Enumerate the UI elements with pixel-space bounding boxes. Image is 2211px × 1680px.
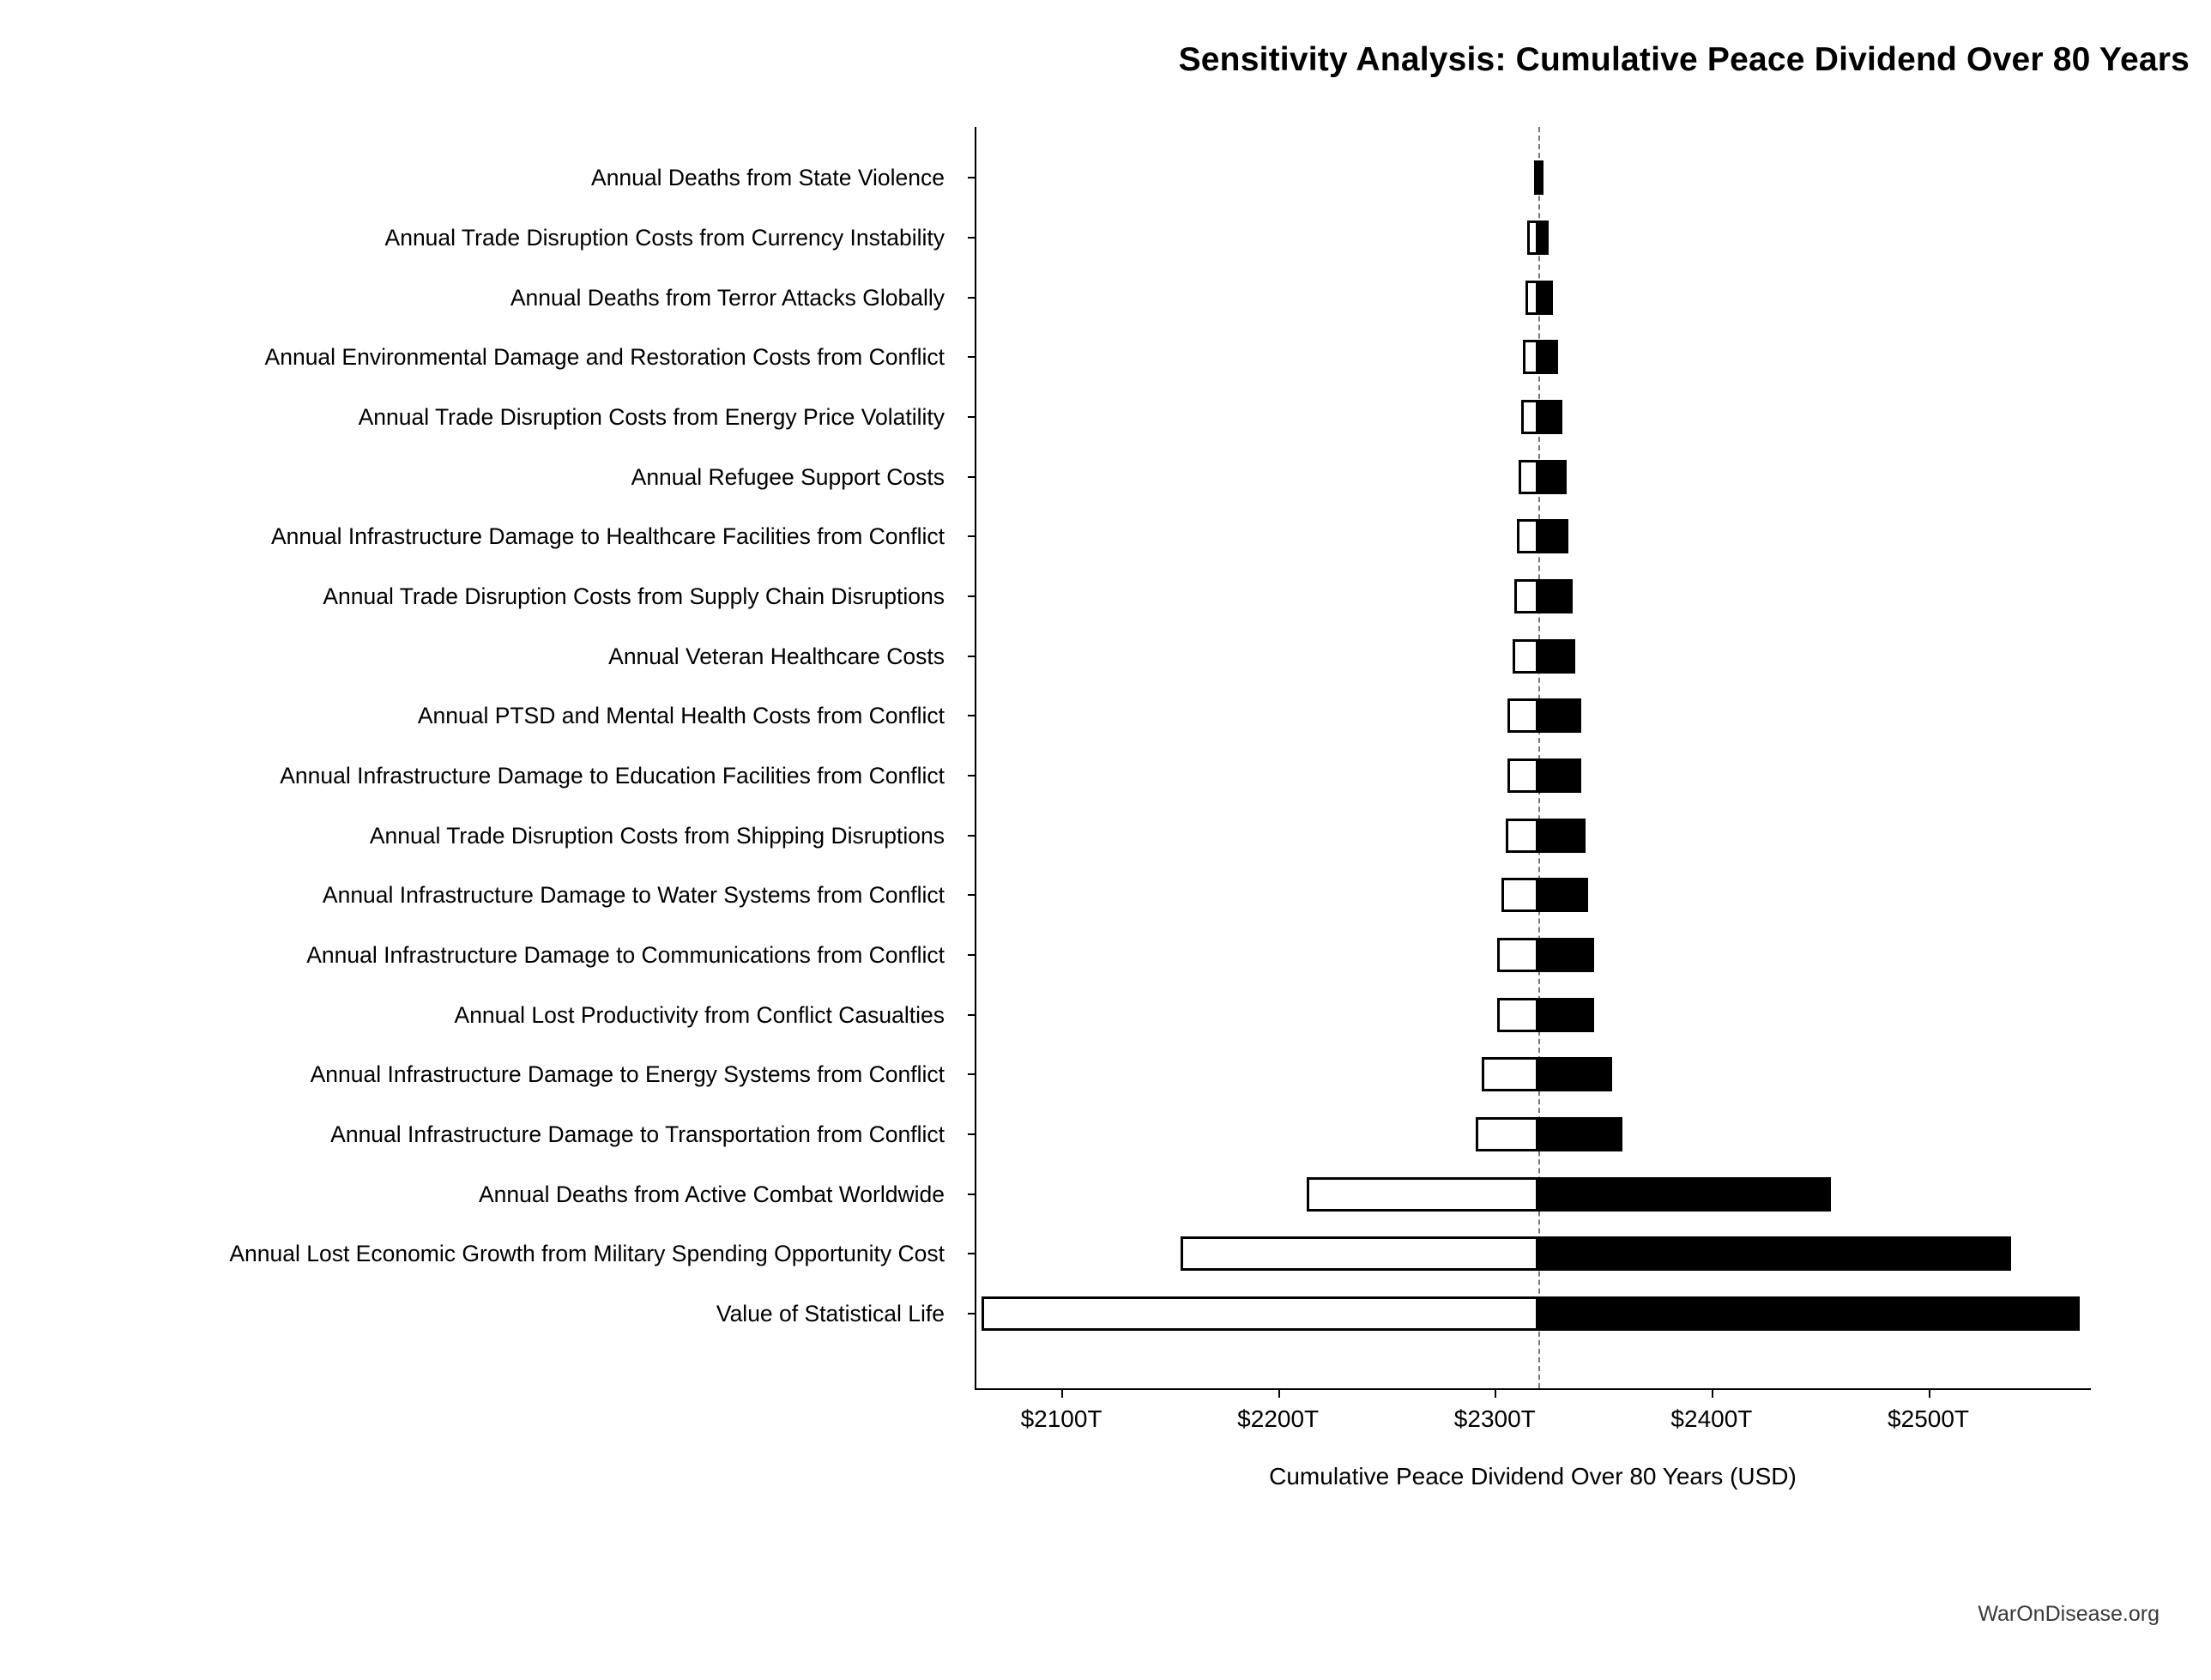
bar-high-estimate [1538,819,1586,853]
x-axis-tick-label: $2400T [1670,1405,1753,1432]
x-axis-tick-mark [1061,1388,1063,1398]
y-axis-tick-mark [968,595,976,597]
y-axis-tick-label: Value of Statistical Life [716,1300,945,1326]
y-axis-tick-label: Annual Deaths from State Violence [591,165,945,191]
y-axis-tick-label: Annual Veteran Healthcare Costs [608,643,945,669]
bar-low-estimate [982,1296,1538,1331]
x-axis-tick-mark [1929,1388,1930,1398]
chart-row [0,1167,2196,1222]
chart-row [0,867,2196,922]
y-axis-tick-label: Annual Lost Economic Growth from Military Spending Opportunity Cost [229,1241,945,1267]
bar-low-estimate [1307,1177,1538,1212]
bar-high-estimate [1538,519,1568,553]
chart-row [0,390,2196,444]
bar-low-estimate [1517,519,1538,553]
y-axis-tick-mark [968,1073,976,1075]
y-axis-tick-label: Annual Refugee Support Costs [631,463,945,490]
bar-high-estimate [1538,160,1543,195]
y-axis-tick-label: Annual Infrastructure Damage to Healthcare Facilities from Conflict [270,523,945,550]
bar-low-estimate [1501,878,1538,912]
chart-row [0,150,2196,205]
y-axis-tick-label: Annual Trade Disruption Costs from Energy Price Volatility [358,403,945,430]
bar-low-estimate [1513,639,1538,674]
y-axis-tick-label: Annual Infrastructure Damage to Energy Systems from Conflict [310,1061,945,1088]
x-axis-tick-label: $2500T [1888,1405,1970,1432]
x-axis-label: Cumulative Peace Dividend Over 80 Years (USD) [1269,1463,1797,1490]
bar-high-estimate [1538,281,1554,315]
y-axis-tick-mark [968,715,976,716]
bar-high-estimate [1538,698,1582,733]
y-axis-tick-mark [968,177,976,178]
y-axis-tick-mark [968,237,976,239]
chart-row [0,1047,2196,1102]
y-axis-tick-label: Annual Trade Disruption Costs from Shipping Disruptions [369,822,945,849]
chart-row [0,629,2196,684]
bar-high-estimate [1538,460,1567,494]
bar-high-estimate [1538,998,1595,1032]
bar-high-estimate [1538,1177,1831,1212]
y-axis-tick-mark [968,356,976,358]
bar-low-estimate [1519,460,1538,494]
x-axis-tick-label: $2100T [1020,1405,1102,1432]
bar-low-estimate [1497,938,1538,972]
bar-low-estimate [1525,281,1538,315]
chart-row [0,988,2196,1042]
y-axis-tick-label: Annual Infrastructure Damage to Water Systems from Conflict [322,882,945,909]
bar-high-estimate [1538,1117,1623,1151]
y-axis-tick-label: Annual Infrastructure Damage to Communications from Conflict [306,941,945,968]
chart-row [0,748,2196,803]
x-axis-tick-mark [1278,1388,1280,1398]
chart-row [0,808,2196,863]
y-axis-tick-label: Annual Trade Disruption Costs from Currency Instability [384,224,945,251]
chart-row [0,1286,2196,1341]
bar-high-estimate [1538,340,1558,374]
y-axis-tick-mark [968,656,976,657]
x-axis-tick-mark [1712,1388,1713,1398]
y-axis-tick-mark [968,1133,976,1135]
y-axis-tick-label: Annual Lost Productivity from Conflict Casualties [454,1001,945,1028]
bar-low-estimate [1497,998,1538,1032]
bar-high-estimate [1538,579,1573,613]
y-axis-tick-mark [968,1313,976,1314]
y-axis-tick-mark [968,775,976,777]
bar-high-estimate [1538,1236,2011,1271]
x-axis-tick-mark [1495,1388,1496,1398]
bar-low-estimate [1523,340,1538,374]
y-axis-tick-mark [968,297,976,299]
y-axis-tick-mark [968,835,976,837]
y-axis-tick-mark [968,535,976,537]
y-axis-tick-label: Annual PTSD and Mental Health Costs from Conflict [417,703,945,729]
bar-high-estimate [1538,758,1582,793]
bar-high-estimate [1538,221,1550,255]
bar-low-estimate [1521,400,1538,434]
chart-row [0,1226,2196,1281]
y-axis-tick-label: Annual Infrastructure Damage to Transportation from Conflict [330,1121,945,1147]
y-axis-tick-mark [968,416,976,418]
y-axis-tick-label: Annual Environmental Damage and Restoration Costs from Conflict [264,344,945,371]
bar-low-estimate [1476,1117,1538,1151]
chart-row [0,329,2196,384]
y-axis-tick-label: Annual Deaths from Active Combat Worldwide [478,1181,945,1207]
chart-row [0,1107,2196,1162]
bar-high-estimate [1538,639,1575,674]
y-axis-tick-label: Annual Infrastructure Damage to Education Facilities from Conflict [280,762,945,789]
chart-row [0,210,2196,265]
chart-row [0,270,2196,325]
x-axis-spine [975,1388,2091,1390]
y-axis-tick-mark [968,1014,976,1016]
watermark: WarOnDisease.org [1978,1602,2160,1626]
y-axis-tick-label: Annual Deaths from Terror Attacks Globally [510,284,945,311]
bar-low-estimate [1181,1236,1538,1271]
y-axis-tick-mark [968,894,976,896]
bar-low-estimate [1514,579,1538,613]
chart-row [0,509,2196,564]
x-axis-tick-label: $2200T [1237,1405,1320,1432]
chart-row [0,569,2196,624]
chart-row [0,928,2196,982]
y-axis-tick-mark [968,954,976,956]
chart-title: Sensitivity Analysis: Cumulative Peace Dividend Over 80 Years [1178,41,2190,78]
y-axis-tick-label: Annual Trade Disruption Costs from Supply Chain Disruptions [323,583,945,609]
x-axis-tick-label: $2300T [1453,1405,1536,1432]
chart-row [0,450,2196,505]
bar-low-estimate [1507,698,1537,733]
chart-row [0,688,2196,743]
bar-low-estimate [1506,819,1538,853]
bar-low-estimate [1507,758,1537,793]
y-axis-tick-mark [968,1253,976,1254]
bar-low-estimate [1527,221,1538,255]
bar-low-estimate [1482,1057,1538,1091]
bar-high-estimate [1538,878,1588,912]
bar-high-estimate [1538,400,1562,434]
bar-high-estimate [1538,938,1595,972]
y-axis-tick-mark [968,476,976,478]
y-axis-tick-mark [968,1194,976,1195]
bar-high-estimate [1538,1296,2081,1331]
bar-high-estimate [1538,1057,1612,1091]
